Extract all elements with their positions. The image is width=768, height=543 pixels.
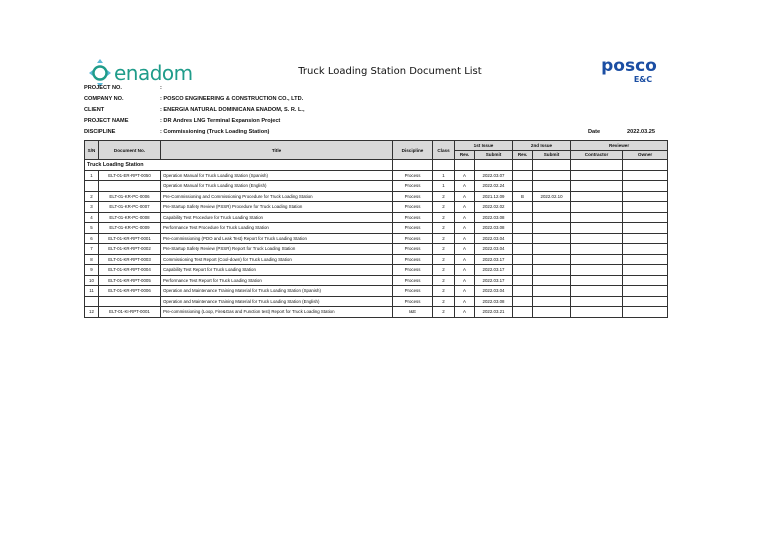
header-sn: S/N xyxy=(85,141,99,160)
cell-first-submit: 2022.03.08 xyxy=(475,296,513,307)
cell-sn: 9 xyxy=(85,265,99,276)
table-row xyxy=(85,233,668,244)
cell-owner xyxy=(623,170,668,181)
cell-first-rev: A xyxy=(455,191,475,202)
cell-discipline: Process xyxy=(393,265,433,276)
project-info-label: PROJECT NO. xyxy=(84,85,122,91)
cell-sn: 10 xyxy=(85,275,99,286)
project-info-value: : DR Andres LNG Terminal Expansion Project xyxy=(160,118,281,124)
cell-second-submit xyxy=(533,170,571,181)
cell-title: Pre-Startup Safety Review (PSSR) Procedure for Truck Loading Station xyxy=(161,202,393,213)
cell-class: 2 xyxy=(433,307,455,318)
cell-discipline: Process xyxy=(393,275,433,286)
cell-first-submit: 2022.03.21 xyxy=(475,307,513,318)
cell-owner xyxy=(623,223,668,234)
cell-sn: 5 xyxy=(85,223,99,234)
cell-contractor xyxy=(571,181,623,192)
cell-second-submit xyxy=(533,244,571,255)
table-cell xyxy=(393,160,433,171)
table-row xyxy=(85,265,668,276)
cell-contractor xyxy=(571,223,623,234)
cell-sn: 12 xyxy=(85,307,99,318)
cell-document-no: ELT-01-KR-RPT-0005 xyxy=(99,275,161,286)
cell-discipline: Process xyxy=(393,244,433,255)
cell-first-rev: A xyxy=(455,212,475,223)
table-cell xyxy=(533,160,571,171)
cell-title: Pre-Startup Safety Review (PSSR) Report for Truck Loading Station xyxy=(161,244,393,255)
cell-first-rev: A xyxy=(455,265,475,276)
cell-class: 2 xyxy=(433,244,455,255)
cell-document-no: ELT-01-KR-RPT-0002 xyxy=(99,244,161,255)
header-submit: Submit xyxy=(533,150,571,160)
cell-first-submit: 2022.03.17 xyxy=(475,265,513,276)
posco-logo-text: posco xyxy=(601,56,657,76)
cell-second-rev xyxy=(513,254,533,265)
table-cell xyxy=(475,160,513,171)
cell-class: 2 xyxy=(433,254,455,265)
header-title: Title xyxy=(161,141,393,160)
enadom-logo xyxy=(88,58,198,88)
table-row xyxy=(85,202,668,213)
header-owner: Owner xyxy=(623,150,668,160)
cell-second-submit xyxy=(533,275,571,286)
cell-class: 2 xyxy=(433,191,455,202)
cell-sn xyxy=(85,296,99,307)
cell-second-submit xyxy=(533,181,571,192)
cell-sn: 6 xyxy=(85,233,99,244)
cell-first-submit: 2022.02.02 xyxy=(475,202,513,213)
header-first-issue: 1st Issue xyxy=(455,141,513,151)
cell-discipline: Process xyxy=(393,254,433,265)
cell-document-no xyxy=(99,296,161,307)
cell-second-submit xyxy=(533,202,571,213)
cell-second-submit xyxy=(533,212,571,223)
table-body xyxy=(85,160,668,318)
document-list-table xyxy=(84,140,668,318)
cell-contractor xyxy=(571,202,623,213)
cell-first-submit: 2022.03.04 xyxy=(475,286,513,297)
cell-title: Operation Manual for Truck Loading Station (Spanish) xyxy=(161,170,393,181)
cell-second-submit: 2022.02.10 xyxy=(533,191,571,202)
header-discipline: Discipline xyxy=(393,141,433,160)
cell-title: Commissioning Test Report (Cool-down) for Truck Loading Station xyxy=(161,254,393,265)
cell-contractor xyxy=(571,233,623,244)
cell-first-rev: A xyxy=(455,223,475,234)
cell-owner xyxy=(623,181,668,192)
cell-owner xyxy=(623,275,668,286)
cell-owner xyxy=(623,191,668,202)
table-header-row xyxy=(85,141,668,151)
header-class: Class xyxy=(433,141,455,160)
table-row xyxy=(85,223,668,234)
cell-owner xyxy=(623,202,668,213)
cell-second-rev xyxy=(513,244,533,255)
cell-second-submit xyxy=(533,223,571,234)
table-row xyxy=(85,191,668,202)
cell-owner xyxy=(623,212,668,223)
cell-contractor xyxy=(571,191,623,202)
project-info-row xyxy=(84,107,684,118)
posco-logo xyxy=(594,57,664,87)
project-info-row xyxy=(84,118,684,129)
cell-class: 1 xyxy=(433,181,455,192)
cell-class: 2 xyxy=(433,202,455,213)
table-cell xyxy=(623,160,668,171)
cell-first-rev: A xyxy=(455,181,475,192)
cell-class: 2 xyxy=(433,212,455,223)
table-row xyxy=(85,254,668,265)
cell-discipline: I&E xyxy=(393,307,433,318)
cell-title: Performance Test Report for Truck Loading Station xyxy=(161,275,393,286)
cell-second-rev xyxy=(513,212,533,223)
cell-second-submit xyxy=(533,307,571,318)
table-row xyxy=(85,212,668,223)
cell-second-submit xyxy=(533,296,571,307)
cell-sn: 8 xyxy=(85,254,99,265)
header-submit: Submit xyxy=(475,150,513,160)
cell-class: 2 xyxy=(433,275,455,286)
cell-first-submit: 2022.03.04 xyxy=(475,244,513,255)
cell-document-no: ELT-01-KR-RPT-0004 xyxy=(99,265,161,276)
table-row xyxy=(85,244,668,255)
project-info-value: : Commissioning (Truck Loading Station) xyxy=(160,129,270,135)
cell-sn: 4 xyxy=(85,212,99,223)
cell-second-rev xyxy=(513,233,533,244)
cell-first-rev: A xyxy=(455,307,475,318)
cell-title: Operation Manual for Truck Loading Station (English) xyxy=(161,181,393,192)
cell-owner xyxy=(623,286,668,297)
cell-first-rev: A xyxy=(455,233,475,244)
cell-discipline: Process xyxy=(393,296,433,307)
header-contractor: Contractor xyxy=(571,150,623,160)
cell-discipline: Process xyxy=(393,286,433,297)
table-row xyxy=(85,181,668,192)
project-info-row xyxy=(84,85,684,96)
cell-first-rev: A xyxy=(455,275,475,286)
cell-class: 2 xyxy=(433,223,455,234)
cell-discipline: Process xyxy=(393,181,433,192)
cell-class: 2 xyxy=(433,286,455,297)
table-row xyxy=(85,170,668,181)
cell-class: 2 xyxy=(433,233,455,244)
cell-document-no: ELT-01-KR-RPT-0001 xyxy=(99,233,161,244)
header-document-no: Document No. xyxy=(99,141,161,160)
cell-sn: 7 xyxy=(85,244,99,255)
posco-logo-subtext: E&C xyxy=(633,75,653,84)
cell-contractor xyxy=(571,244,623,255)
cell-class: 2 xyxy=(433,296,455,307)
cell-contractor xyxy=(571,307,623,318)
project-info-value: : xyxy=(160,85,162,91)
cell-discipline: Process xyxy=(393,202,433,213)
header-reviewer: Reviewer xyxy=(571,141,668,151)
cell-first-submit: 2022.03.17 xyxy=(475,275,513,286)
header-second-issue: 2nd Issue xyxy=(513,141,571,151)
cell-second-rev xyxy=(513,286,533,297)
cell-title: Pre-Commissioning and Commissioning Procedure for Truck Loading Station xyxy=(161,191,393,202)
cell-contractor xyxy=(571,212,623,223)
cell-first-submit: 2022.03.04 xyxy=(475,233,513,244)
project-info-value: : POSCO ENGINEERING & CONSTRUCTION CO., LTD. xyxy=(160,96,304,102)
section-title: Truck Loading Station xyxy=(85,160,393,171)
table-cell xyxy=(433,160,455,171)
project-info-label: COMPANY NO. xyxy=(84,96,124,102)
cell-title: Capability Test Report for Truck Loading Station xyxy=(161,265,393,276)
table-row xyxy=(85,275,668,286)
cell-title: Pre-commissioning (PDO and Leak Test) Report for Truck Loading Station xyxy=(161,233,393,244)
table-cell xyxy=(513,160,533,171)
cell-title: Performance Test Procedure for Truck Loading Station xyxy=(161,223,393,234)
enadom-logo-icon xyxy=(88,58,112,88)
project-info-label: DISCIPLINE xyxy=(84,129,116,135)
cell-sn: 2 xyxy=(85,191,99,202)
cell-second-rev xyxy=(513,307,533,318)
cell-contractor xyxy=(571,254,623,265)
cell-second-submit xyxy=(533,254,571,265)
cell-document-no: ELT-01-ER-RPT-0050 xyxy=(99,170,161,181)
date-value: 2022.03.25 xyxy=(627,129,655,135)
project-info-row xyxy=(84,96,684,107)
cell-owner xyxy=(623,307,668,318)
project-info-value: : ENERGIA NATURAL DOMINICANA ENADOM, S. R. L., xyxy=(160,107,305,113)
cell-first-rev: A xyxy=(455,244,475,255)
cell-first-submit: 2022.03.17 xyxy=(475,254,513,265)
cell-document-no: ELT-01-KI-RPT-0001 xyxy=(99,307,161,318)
cell-contractor xyxy=(571,286,623,297)
cell-discipline: Process xyxy=(393,233,433,244)
table-row xyxy=(85,307,668,318)
cell-title: Capability Test Procedure for Truck Loading Station xyxy=(161,212,393,223)
cell-first-rev: A xyxy=(455,296,475,307)
cell-second-rev: B xyxy=(513,191,533,202)
table-cell xyxy=(455,160,475,171)
header-rev: Rev. xyxy=(455,150,475,160)
cell-first-submit: 2022.03.08 xyxy=(475,212,513,223)
table-cell xyxy=(571,160,623,171)
cell-first-submit: 2021.12.09 xyxy=(475,191,513,202)
cell-contractor xyxy=(571,275,623,286)
document-title: Truck Loading Station Document List xyxy=(298,66,482,77)
cell-second-rev xyxy=(513,223,533,234)
cell-second-rev xyxy=(513,296,533,307)
cell-sn xyxy=(85,181,99,192)
section-row xyxy=(85,160,668,171)
cell-second-submit xyxy=(533,265,571,276)
cell-first-submit: 2022.02.24 xyxy=(475,181,513,192)
cell-first-rev: A xyxy=(455,254,475,265)
cell-discipline: Process xyxy=(393,212,433,223)
cell-title: Operation and Maintenance Training Material for Truck Loading Station (English) xyxy=(161,296,393,307)
cell-document-no: ELT-01-KR-PC-0008 xyxy=(99,212,161,223)
cell-second-rev xyxy=(513,170,533,181)
cell-sn: 11 xyxy=(85,286,99,297)
cell-document-no: ELT-01-KR-PC-0007 xyxy=(99,202,161,213)
cell-class: 2 xyxy=(433,265,455,276)
cell-contractor xyxy=(571,265,623,276)
cell-first-submit: 2022.03.08 xyxy=(475,223,513,234)
table-row xyxy=(85,296,668,307)
cell-document-no: ELT-01-KR-PC-0006 xyxy=(99,191,161,202)
project-info-label: PROJECT NAME xyxy=(84,118,129,124)
cell-class: 1 xyxy=(433,170,455,181)
header-rev: Rev. xyxy=(513,150,533,160)
table-row xyxy=(85,286,668,297)
cell-second-rev xyxy=(513,181,533,192)
date-label: Date xyxy=(588,129,601,135)
cell-sn: 1 xyxy=(85,170,99,181)
cell-sn: 3 xyxy=(85,202,99,213)
cell-discipline: Process xyxy=(393,223,433,234)
cell-owner xyxy=(623,244,668,255)
cell-second-rev xyxy=(513,202,533,213)
project-info-label: CLIENT xyxy=(84,107,105,113)
cell-discipline: Process xyxy=(393,191,433,202)
cell-title: Operation and Maintenance Training Material for Truck Loading Station (Spanish) xyxy=(161,286,393,297)
cell-discipline: Process xyxy=(393,170,433,181)
cell-owner xyxy=(623,296,668,307)
enadom-logo-text: enadom xyxy=(114,61,193,85)
cell-owner xyxy=(623,233,668,244)
cell-second-rev xyxy=(513,275,533,286)
cell-owner xyxy=(623,254,668,265)
cell-second-submit xyxy=(533,286,571,297)
cell-document-no: ELT-01-KR-PC-0009 xyxy=(99,223,161,234)
cell-first-submit: 2022.03.07 xyxy=(475,170,513,181)
cell-contractor xyxy=(571,296,623,307)
cell-first-rev: A xyxy=(455,286,475,297)
cell-title: Pre-commissioning (Loop, Fire&Gas and Function test) Report for Truck Loading Station xyxy=(161,307,393,318)
cell-second-submit xyxy=(533,233,571,244)
cell-first-rev: A xyxy=(455,170,475,181)
cell-owner xyxy=(623,265,668,276)
cell-first-rev: A xyxy=(455,202,475,213)
cell-document-no: ELT-01-KR-RPT-0003 xyxy=(99,254,161,265)
cell-contractor xyxy=(571,170,623,181)
cell-second-rev xyxy=(513,265,533,276)
cell-document-no: ELT-01-KR-RPT-0006 xyxy=(99,286,161,297)
cell-document-no xyxy=(99,181,161,192)
